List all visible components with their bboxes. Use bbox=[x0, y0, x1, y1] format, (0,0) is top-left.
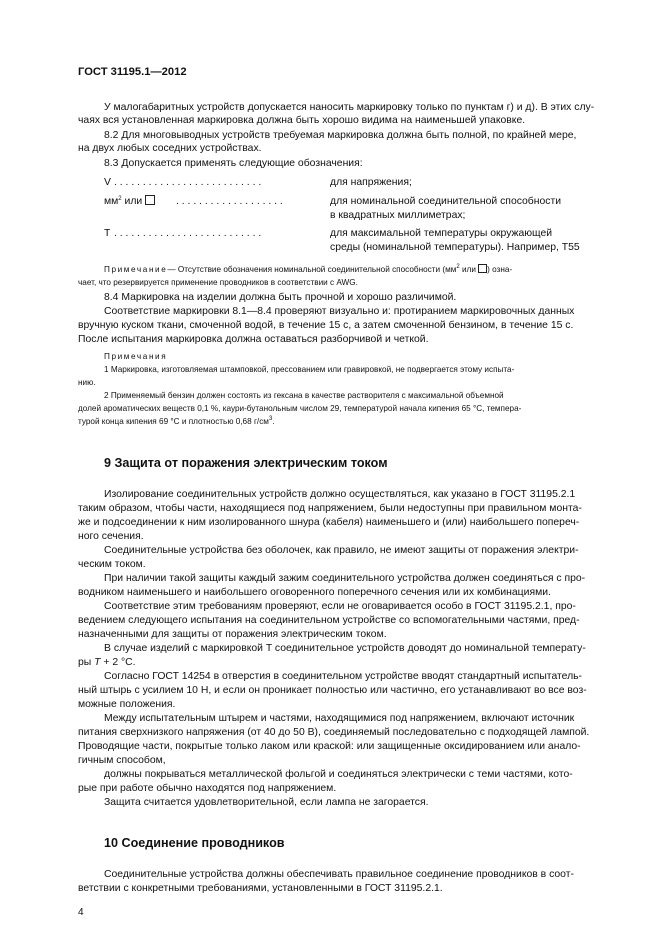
paragraph-line: У малогабаритных устройств допускается наносить маркировку только по пунктам г) и д). В этих слу- bbox=[104, 102, 595, 113]
document-header: ГОСТ 31195.1—2012 bbox=[78, 66, 187, 78]
designation-mm-description: для номинальной соединительной способности bbox=[330, 196, 562, 207]
note-text: 2 Применяемый бензин должен состоять из гексана в качестве растворителя с максимальной объемной bbox=[104, 391, 504, 400]
paragraph-line: Соответствие этим требованиям проверяют, если не оговаривается особо в ГОСТ 31195.2.1, про- bbox=[104, 601, 576, 612]
paragraph-line: Соединительные устройства должны обеспечивать правильное соединение проводников в соот- bbox=[104, 869, 574, 880]
paragraph-line: вручную куском ткани, смоченной водой, в течение 15 с, а затем смоченной бензином, в течение 15 с. bbox=[78, 320, 574, 331]
note-text: ) озна- bbox=[487, 265, 513, 274]
designation-t-description-cont: среды (номинальной температуры). Например, T55 bbox=[330, 242, 580, 253]
designation-v-description: для напряжения; bbox=[330, 177, 412, 188]
designation-v-symbol: V bbox=[104, 177, 111, 188]
section-9-heading: 9 Защита от поражения электрическим током bbox=[104, 456, 388, 470]
text: ры bbox=[78, 657, 95, 668]
leader-dots: . . . . . . . . . . . . . . . . . . . . . . . . . . bbox=[114, 177, 262, 188]
paragraph-line: ного сечения. bbox=[78, 531, 144, 542]
designation-t-description: для максимальной температуры окружающей bbox=[330, 228, 553, 239]
text-italic: T bbox=[94, 657, 101, 668]
paragraph-line: водником наименьшего и наибольшего оговоренного поперечного сечения или их комбинациями. bbox=[78, 587, 551, 598]
note-label: Примечание bbox=[104, 265, 168, 274]
designation-mm-description-cont: в квадратных миллиметрах; bbox=[330, 210, 466, 221]
clause-8-4: 8.4 Маркировка на изделии должна быть прочной и хорошо различимой. bbox=[104, 292, 457, 303]
note-text: долей ароматических веществ 0,1 %, каури-бутанольным числом 29, температурой начала кипения 65 °С, темпера- bbox=[78, 404, 522, 413]
superscript: 2 bbox=[118, 196, 122, 202]
section-10-heading: 10 Соединение проводников bbox=[104, 836, 285, 850]
paragraph-line: Соответствие маркировки 8.1—8.4 проверяют визуально и: протиранием маркировочных данных bbox=[104, 306, 575, 317]
paragraph-line: же и подсоединении к ним изолированного шнура (кабеля) наименьшего и (или) наибольшего попереч- bbox=[78, 517, 580, 528]
paragraph-line: Согласно ГОСТ 14254 в отверстия в соединительном устройстве вводят стандартный испытатель- bbox=[104, 671, 583, 682]
paragraph-line: на двух любых соседних устройствах. bbox=[78, 143, 262, 154]
text: + 2 °С. bbox=[100, 657, 136, 668]
paragraph-line: гичным способом, bbox=[78, 755, 166, 766]
paragraph-line: ветствии с конкретными требованиями, установленными в ГОСТ 31195.2.1. bbox=[78, 883, 443, 894]
superscript: 3 bbox=[268, 416, 273, 422]
paragraph-line: Соединительные устройства без оболочек, как правило, не имеют защиты от поражения электри- bbox=[104, 545, 579, 556]
note-text: чает, что резервируется применение проводников в соответствии с AWG. bbox=[78, 278, 358, 287]
paragraph-line: можные положения. bbox=[78, 699, 176, 710]
clause-8-3: 8.3 Допускается применять следующие обозначения: bbox=[104, 158, 363, 169]
square-box-icon bbox=[145, 195, 155, 205]
paragraph-line: питания сверхнизкого напряжения (от 40 до 50 В), соединяемый последовательно с подходящей лампой. bbox=[78, 727, 590, 738]
note-text: . bbox=[272, 417, 275, 426]
note-line bbox=[78, 416, 275, 428]
note-text: нию. bbox=[78, 378, 96, 387]
designation-mm2 bbox=[104, 195, 155, 209]
paragraph-line: рые при работе обычно находятся под напряжением. bbox=[78, 783, 337, 794]
note-text: — Отсутствие обозначения номинальной соединительной способности (мм bbox=[167, 265, 457, 274]
square-box-icon bbox=[478, 264, 487, 273]
paragraph-line: ческим током. bbox=[78, 559, 146, 570]
paragraph-line: Между испытательным штырем и частями, находящимися под напряжением, включают источник bbox=[104, 713, 575, 724]
paragraph-line: После испытания маркировка должна оставаться разборчивой и четкой. bbox=[78, 334, 429, 345]
paragraph-line: Проводящие части, покрытые только лаком или краской: или защищенные оксидированием или анало- bbox=[78, 741, 581, 752]
paragraph-line: ный штырь с усилием 10 Н, и если он проникает полностью или частично, его устанавливают во все воз- bbox=[78, 685, 587, 696]
leader-dots: . . . . . . . . . . . . . . . . . . . . . . . . . . bbox=[114, 228, 262, 239]
paragraph-line: должны покрываться металлической фольгой и соединяться электрически с теми частями, кото- bbox=[104, 769, 573, 780]
paragraph-line: чаях вся установленная маркировка должна быть хорошо видима на наименьшей упаковке. bbox=[78, 115, 526, 126]
paragraph-line: таким образом, чтобы части, находящиеся под напряжением, были недоступны при правильном монта- bbox=[78, 503, 582, 514]
designation-or: или bbox=[124, 196, 143, 207]
paragraph-line: ведением следующего испытания на соединительном устройстве со вспомогательными частями, пред- bbox=[78, 615, 580, 626]
note-text: 1 Маркировка, изготовляемая штамповкой, прессованием или гравировкой, не подвергается этому испыта- bbox=[104, 365, 515, 374]
designation-mm-symbol: мм bbox=[104, 196, 119, 207]
leader-dots: . . . . . . . . . . . . . . . . . . . bbox=[176, 196, 283, 207]
paragraph-line: При наличии такой защиты каждый зажим соединительного устройства должен соединяться с про- bbox=[104, 573, 586, 584]
notes-label: Примечания bbox=[104, 352, 168, 361]
paragraph-line: Изолирование соединительных устройств должно осуществляться, как указано в ГОСТ 31195.2.1 bbox=[104, 489, 576, 500]
superscript: 2 bbox=[456, 264, 460, 270]
paragraph-line: Защита считается удовлетворительной, если лампа не загорается. bbox=[104, 797, 429, 808]
note-text: или bbox=[459, 265, 479, 274]
note-text: турой конца кипения 69 °С и плотностью 0,68 г/см bbox=[78, 417, 269, 426]
paragraph-line bbox=[78, 656, 136, 670]
designation-t-symbol: T bbox=[104, 228, 111, 239]
clause-8-2: 8.2 Для многовыводных устройств требуемая маркировка должна быть полной, по крайней мере, bbox=[104, 130, 577, 141]
page-number: 4 bbox=[78, 907, 84, 918]
note bbox=[104, 264, 512, 276]
paragraph-line: В случае изделий с маркировкой T соединительное устройств доводят до номинальной температу- bbox=[104, 643, 586, 654]
paragraph-line: назначенными для защиты от поражения электрическим током. bbox=[78, 629, 387, 640]
